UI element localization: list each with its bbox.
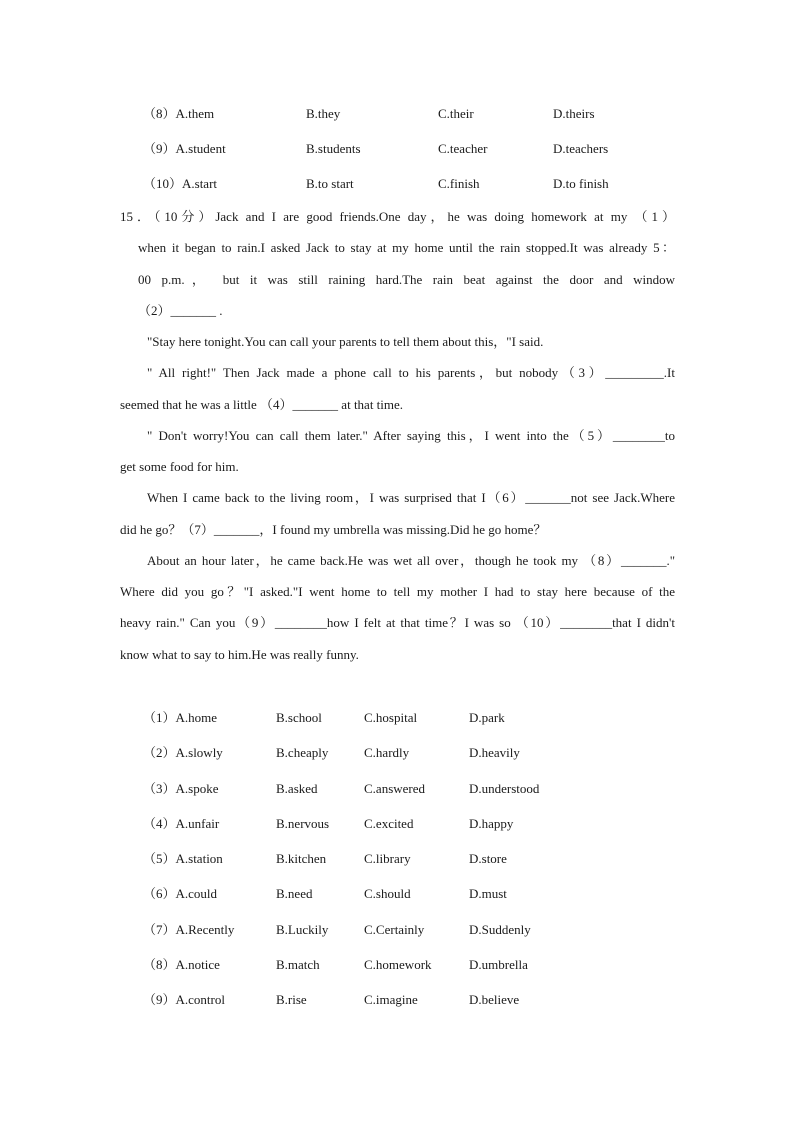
passage-line: 00 p.m.， but it was still raining hard.The rain beat against the door and window	[138, 272, 675, 287]
option-row	[143, 104, 663, 124]
option-c: C.hospital	[364, 710, 418, 725]
option-d: D.happy	[469, 816, 514, 831]
option-d: D.Suddenly	[469, 922, 531, 937]
option-d: D.umbrella	[469, 957, 528, 972]
option-a: （9）A.control	[143, 992, 225, 1007]
option-d: D.theirs	[553, 106, 595, 121]
option-c: C.homework	[364, 957, 432, 972]
option-d: D.believe	[469, 992, 520, 1007]
option-c: C.excited	[364, 816, 414, 831]
option-d: D.teachers	[553, 141, 609, 156]
option-row	[143, 884, 593, 904]
option-a: （6）A.could	[143, 886, 218, 901]
option-b: B.nervous	[276, 816, 330, 831]
passage-line: know what to say to him.He was really funny.	[120, 647, 359, 662]
option-a: （3）A.spoke	[143, 781, 219, 796]
option-c: C.answered	[364, 781, 426, 796]
option-b: B.school	[276, 710, 322, 725]
option-b: B.kitchen	[276, 851, 327, 866]
option-b: B.they	[306, 106, 341, 121]
option-a: （9）A.student	[143, 141, 226, 156]
option-b: B.match	[276, 957, 320, 972]
option-b: B.rise	[276, 992, 307, 1007]
option-row	[143, 955, 593, 975]
option-c: C.finish	[438, 176, 480, 191]
option-row	[143, 779, 593, 799]
option-d: D.heavily	[469, 745, 520, 760]
passage-line: get some food for him.	[120, 459, 239, 474]
passage-line: " All right!" Then Jack made a phone call to his parents，but nobody（3）_________.It	[147, 365, 675, 380]
option-a: （1）A.home	[143, 710, 218, 725]
option-c: C.their	[438, 106, 474, 121]
passage-line: heavy rain." Can you（9）________how I felt at that time？I was so （10）________that I didn't	[120, 615, 675, 630]
option-a: （8）A.notice	[143, 957, 220, 972]
option-a: （2）A.slowly	[143, 745, 223, 760]
option-a: （4）A.unfair	[143, 816, 220, 831]
option-d: D.store	[469, 851, 507, 866]
option-c: C.teacher	[438, 141, 488, 156]
passage-line: when it began to rain.I asked Jack to stay at my home until the rain stopped.It was already 5：	[138, 240, 675, 255]
passage-line: " Don't worry!You can call them later." After saying this，I went into the（5）________to	[147, 428, 675, 443]
option-a: （7）A.Recently	[143, 922, 235, 937]
option-b: B.to start	[306, 176, 354, 191]
option-b: B.Luckily	[276, 922, 329, 937]
option-c: C.hardly	[364, 745, 410, 760]
question-header-line: 15．（10分）Jack and I are good friends.One day，he was doing homework at my （1）	[120, 209, 675, 224]
passage-line: About an hour later，he came back.He was wet all over，though he took my （8）_______."	[147, 553, 675, 568]
option-row	[143, 814, 593, 834]
option-b: B.need	[276, 886, 313, 901]
option-a: （5）A.station	[143, 851, 223, 866]
option-b: B.cheaply	[276, 745, 329, 760]
option-c: C.imagine	[364, 992, 418, 1007]
option-row	[143, 174, 663, 194]
option-b: B.students	[306, 141, 361, 156]
option-row	[143, 920, 593, 940]
option-a: （10）A.start	[143, 176, 218, 191]
option-c: C.should	[364, 886, 411, 901]
passage-line: （2）_______ .	[138, 303, 223, 318]
passage-line: Where did you go？"I asked."I went home to tell my mother I had to stay here because of the	[120, 584, 675, 599]
option-d: D.park	[469, 710, 505, 725]
option-c: C.library	[364, 851, 411, 866]
option-d: D.to finish	[553, 176, 609, 191]
option-row	[143, 849, 593, 869]
option-c: C.Certainly	[364, 922, 425, 937]
option-row	[143, 990, 593, 1010]
option-d: D.understood	[469, 781, 540, 796]
passage-line: did he go？（7）_______，I found my umbrella was missing.Did he go home？	[120, 522, 547, 537]
passage-line: "Stay here tonight.You can call your parents to tell them about this，"I said.	[147, 334, 544, 349]
option-row	[143, 139, 663, 159]
option-b: B.asked	[276, 781, 318, 796]
option-row	[143, 708, 593, 728]
option-a: （8）A.them	[143, 106, 215, 121]
passage-line: seemed that he was a little （4）_______ at that time.	[120, 397, 404, 412]
option-row	[143, 743, 593, 763]
option-d: D.must	[469, 886, 507, 901]
passage-line: When I came back to the living room，I was surprised that I（6）_______not see Jack.Where	[147, 490, 675, 505]
